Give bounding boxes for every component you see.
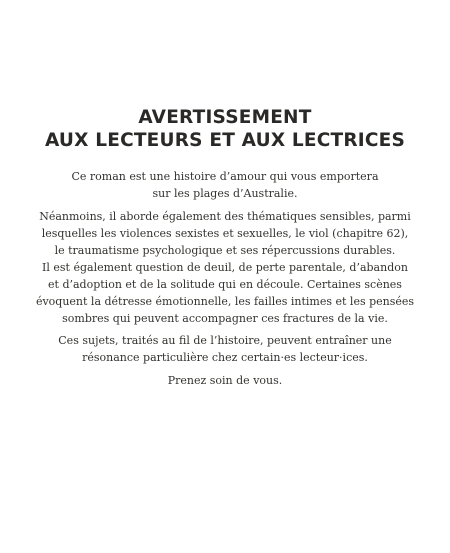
text-line: Ce roman est une histoire d’amour qui vous emportera (71, 170, 379, 183)
warning-title-line-1: AVERTISSEMENT (138, 107, 312, 128)
intro-paragraph (0, 168, 450, 202)
text-line: et d’adoption et de la solitude qui en découle. Certaines scènes (48, 278, 402, 291)
text-line: lesquelles les violences sexistes et sexuelles, le viol (chapitre 62), (41, 227, 409, 240)
warning-title-line-2: AUX LECTEURS ET AUX LECTRICES (44, 130, 406, 151)
text-line: le traumatisme psychologique et ses répercussions durables. (54, 244, 396, 257)
text-line: Néanmoins, il aborde également des thématiques sensibles, parmi (39, 210, 411, 223)
content-warning-paragraph (0, 208, 450, 327)
closing-paragraph (0, 372, 450, 389)
text-line: sur les plages d’Australie. (152, 187, 298, 200)
resonance-paragraph (0, 332, 450, 366)
text-line: Il est également question de deuil, de perte parentale, d’abandon (42, 261, 408, 274)
text-line: Prenez soin de vous. (167, 374, 283, 387)
text-line: évoquent la détresse émotionnelle, les failles intimes et les pensées (35, 295, 415, 308)
text-line: résonance particulière chez certain·es lecteur·ices. (82, 351, 368, 364)
text-line: Ces sujets, traités au fil de l’histoire, peuvent entraîner une (58, 334, 392, 347)
text-line: sombres qui peuvent accompagner ces fractures de la vie. (62, 312, 388, 325)
warning-title (0, 106, 450, 152)
